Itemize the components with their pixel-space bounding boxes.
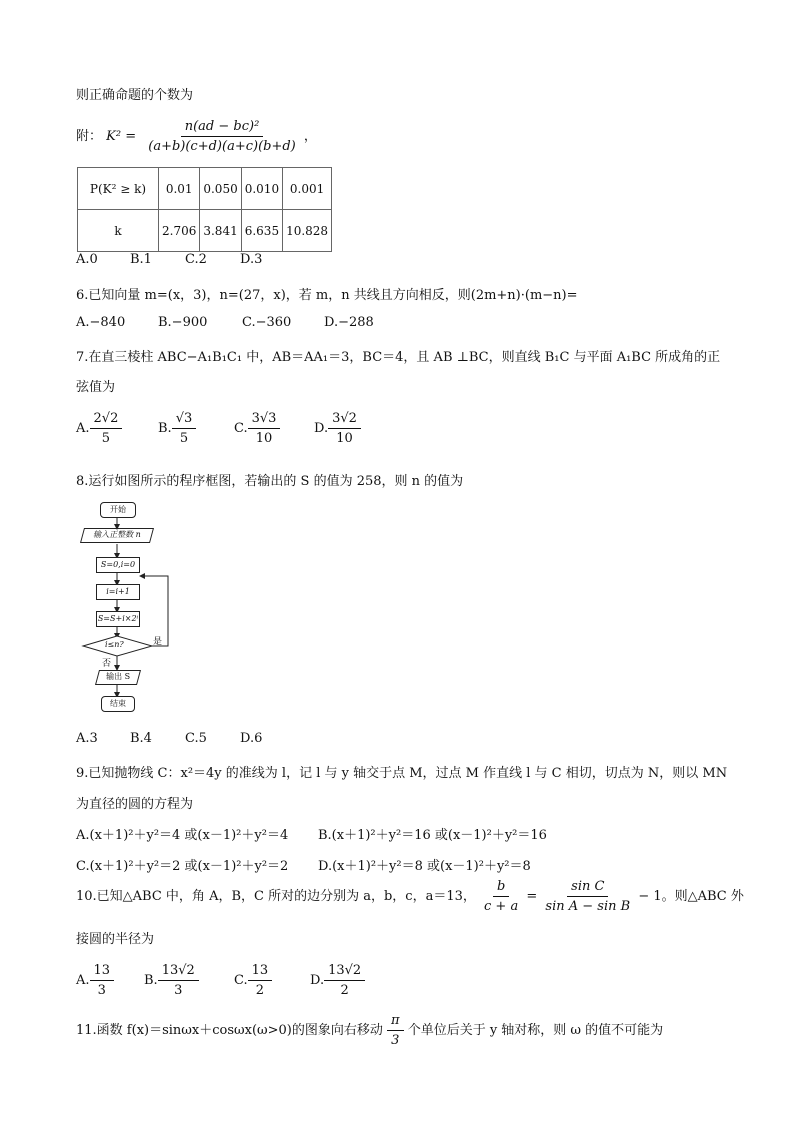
option-letter: C.	[234, 421, 248, 436]
table-cell: 0.050	[200, 168, 241, 210]
option-denominator: 5	[179, 431, 189, 446]
option-letter: A.	[76, 421, 90, 436]
appendix-numerator: n(ad − bc)²	[181, 118, 264, 137]
option-numerator: 13	[248, 962, 273, 981]
flowchart-start: 开始	[100, 502, 136, 518]
flowchart-increment: i=i+1	[96, 584, 140, 600]
option-c: C.−360	[242, 315, 292, 330]
fraction-numerator: b	[493, 878, 509, 897]
q10-equals: =	[526, 889, 538, 904]
option-numerator: 13	[90, 962, 115, 981]
option-denominator: 5	[101, 431, 111, 446]
q7-line1: 7.在直三棱柱 ABC−A₁B₁C₁ 中，AB＝AA₁＝3，BC＝4，且 AB ⊥BC，则直线 B₁C 与平面 A₁BC 所成角的正	[76, 350, 721, 365]
table-header-cell: P(K² ≥ k)	[78, 168, 159, 210]
flowchart-input: 输入正整数 n	[80, 528, 154, 543]
option-d: D.3	[240, 252, 263, 267]
q11-line	[76, 1012, 663, 1049]
appendix-label: 附：	[76, 129, 103, 144]
option-b: B.4	[130, 731, 152, 746]
option-d	[314, 410, 361, 447]
option-letter: D.	[310, 973, 325, 988]
appendix-formula	[76, 118, 317, 155]
q11-fraction	[387, 1012, 404, 1049]
option-d: D.(x＋1)²＋y²＝8 或(x－1)²＋y²＝8	[318, 859, 531, 874]
flowchart-condition: i≤n?	[105, 640, 124, 649]
q7-line2: 弦值为	[76, 380, 116, 395]
flowchart-update: S=S+i×2ⁱ	[96, 611, 140, 627]
q8-text: 8.运行如图所示的程序框图，若输出的 S 的值为 258，则 n 的值为	[76, 474, 464, 489]
table-cell: 0.01	[159, 168, 200, 210]
appendix-fraction	[144, 118, 300, 155]
q9-line1: 9.已知抛物线 C：x²＝4y 的准线为 l，记 l 与 y 轴交于点 M，过点 M 作直线 l 与 C 相切，切点为 N，则以 MN	[76, 766, 728, 781]
option-denominator: 2	[255, 983, 265, 998]
option-numerator: 3√2	[328, 410, 361, 429]
option-c	[234, 962, 272, 999]
flowchart-yes-label: 是	[153, 637, 163, 647]
table-cell: 0.010	[241, 168, 282, 210]
option-a: A.0	[76, 252, 98, 267]
option-b: B.(x＋1)²＋y²＝16 或(x－1)²＋y²＝16	[318, 828, 547, 843]
fraction-denominator: sin A − sin B	[545, 899, 631, 914]
option-denominator: 10	[336, 431, 353, 446]
fraction-numerator: sin C	[567, 878, 608, 897]
option-numerator: 2√2	[90, 410, 123, 429]
option-letter: D.	[314, 421, 329, 436]
table-cell: 10.828	[283, 210, 332, 252]
q10-prefix: 10.已知△ABC 中，角 A，B，C 所对的边分别为 a，b，c，a＝13，	[76, 889, 476, 904]
option-letter: A.	[76, 973, 90, 988]
fraction-numerator: π	[387, 1012, 404, 1031]
option-d: D.−288	[324, 315, 374, 330]
table-row	[78, 210, 332, 252]
option-letter: C.	[234, 973, 248, 988]
q6-text: 6.已知向量 m=(x，3)，n=(27，x)，若 m，n 共线且方向相反，则(2m+n)·(m−n)=	[76, 288, 578, 303]
option-letter: B.	[144, 973, 158, 988]
table-row	[78, 168, 332, 210]
flowchart-output: 输出 S	[95, 670, 141, 685]
intro-line: 则正确命题的个数为	[76, 88, 194, 103]
option-numerator: √3	[172, 410, 197, 429]
option-a: A.−840	[76, 315, 126, 330]
option-denominator: 10	[255, 431, 273, 446]
option-b: B.−900	[158, 315, 208, 330]
option-c	[234, 410, 280, 447]
option-d: D.6	[240, 731, 263, 746]
q11-prefix: 11.函数 f(x)＝sinωx＋cosωx(ω>0)的图象向右移动	[76, 1023, 383, 1038]
option-c: C.2	[185, 252, 207, 267]
option-d	[310, 962, 365, 999]
k-table	[77, 167, 332, 252]
table-cell: 0.001	[283, 168, 332, 210]
fraction-denominator: c + a	[484, 899, 519, 914]
option-b	[144, 962, 199, 999]
appendix-tail: ，	[303, 129, 317, 144]
appendix-lhs: K² =	[106, 129, 137, 144]
option-numerator: 13√2	[324, 962, 365, 981]
option-numerator: 13√2	[158, 962, 199, 981]
option-denominator: 3	[174, 983, 183, 998]
table-header-cell: k	[78, 210, 159, 252]
option-a: A.(x＋1)²＋y²＝4 或(x－1)²＋y²＝4	[76, 828, 289, 843]
option-c: C.(x＋1)²＋y²＝2 或(x－1)²＋y²＝2	[76, 859, 289, 874]
option-b	[158, 410, 196, 447]
q10-line1	[76, 878, 744, 915]
option-letter: B.	[158, 421, 172, 436]
flowchart-end: 结束	[101, 696, 135, 712]
option-denominator: 3	[97, 983, 106, 998]
option-a: A.3	[76, 731, 98, 746]
option-b: B.1	[130, 252, 152, 267]
option-c: C.5	[185, 731, 207, 746]
q9-line2: 为直径的圆的方程为	[76, 797, 194, 812]
q11-suffix: 个单位后关于 y 轴对称，则 ω 的值不可能为	[407, 1023, 664, 1038]
option-a	[76, 962, 114, 999]
q10-fraction-2	[541, 878, 634, 915]
table-cell: 3.841	[200, 210, 241, 252]
q10-suffix: − 1。则△ABC 外	[638, 889, 744, 904]
appendix-denominator: (a+b)(c+d)(a+c)(b+d)	[148, 139, 296, 154]
table-cell: 2.706	[159, 210, 200, 252]
flowchart-no-label: 否	[102, 659, 112, 669]
flowchart-init: S=0,i=0	[96, 557, 140, 573]
option-numerator: 3√3	[248, 410, 281, 429]
table-cell: 6.635	[241, 210, 282, 252]
option-a	[76, 410, 122, 447]
option-denominator: 2	[340, 983, 349, 998]
fraction-denominator: 3	[391, 1033, 400, 1048]
q10-fraction-1	[480, 878, 522, 915]
q10-line2: 接圆的半径为	[76, 932, 155, 947]
